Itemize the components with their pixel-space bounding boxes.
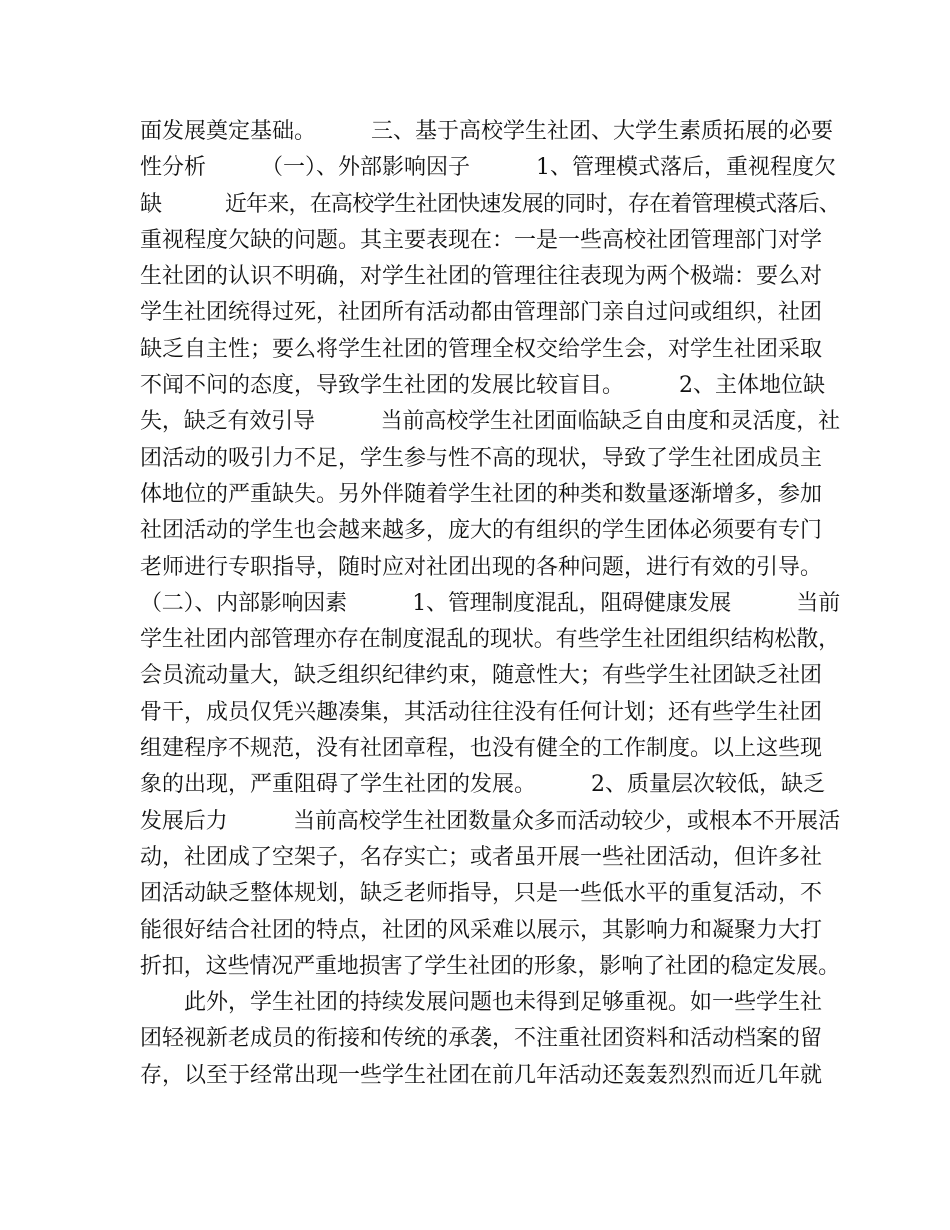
text-line: 学生社团内部管理亦存在制度混乱的现状。有些学生社团组织结构松散，: [140, 627, 841, 653]
text-line: 体地位的严重缺失。另外伴随着学生社团的种类和数量逐渐增多，参加: [140, 481, 823, 507]
text-line: 不闻不问的态度，导致学生社团的发展比较盲目。 2、主体地位缺: [140, 373, 825, 399]
body-text: [140, 114, 840, 1094]
text-line: 重视程度欠缺的问题。其主要表现在：一是一些高校社团管理部门对学: [140, 227, 823, 253]
text-line: 性分析 （一）、外部影响因子 1、管理模式落后，重视程度欠: [140, 155, 836, 181]
text-line: 折扣，这些情况严重地损害了学生社团的形象，影响了社团的稳定发展。: [140, 953, 841, 979]
text-line: 缺乏自主性；要么将学生社团的管理全权交给学生会，对学生社团采取: [140, 336, 823, 362]
text-line: 面发展奠定基础。 三、基于高校学生社团、大学生素质拓展的必要: [140, 119, 834, 144]
text-line: 象的出现，严重阻碍了学生社团的发展。 2、质量层次较低，缺乏: [140, 772, 825, 798]
text-line: 存，以至于经常出现一些学生社团在前几年活动还轰轰烈烈而近几年就: [140, 1062, 823, 1088]
text-line: 学生社团统得过死，社团所有活动都由管理部门亲自过问或组织，社团: [140, 300, 823, 326]
text-line: 发展后力 当前高校学生社团数量众多而活动较少，或根本不开展活: [140, 808, 841, 834]
text-line: 老师进行专职指导，随时应对社团出现的各种问题，进行有效的引导。: [140, 554, 823, 580]
text-line: 团活动的吸引力不足，学生参与性不高的现状，导致了学生社团成员主: [140, 445, 823, 471]
text-line: 骨干，成员仅凭兴趣凑集，其活动往往没有任何计划；还有些学生社团: [140, 699, 823, 725]
text-line: 社团活动的学生也会越来越多，庞大的有组织的学生团体必须要有专门: [140, 518, 823, 544]
text-line: 动，社团成了空架子，名存实亡；或者虽开展一些社团活动，但许多社: [140, 844, 823, 870]
text-line: 生社团的认识不明确，对学生社团的管理往往表现为两个极端：要么对: [140, 264, 823, 290]
text-line: 组建程序不规范，没有社团章程，也没有健全的工作制度。以上这些现: [140, 736, 823, 762]
text-line: 会员流动量大，缺乏组织纪律约束，随意性大；有些学生社团缺乏社团: [140, 663, 823, 689]
text-line: 团活动缺乏整体规划，缺乏老师指导，只是一些低水平的重复活动，不: [140, 881, 823, 907]
text-line: 团轻视新老成员的衔接和传统的承袭，不注重社团资料和活动档案的留: [140, 1026, 823, 1052]
paragraph-first-line: 此外，学生社团的持续发展问题也未得到足够重视。如一些学生社: [184, 990, 823, 1016]
text-line: 失，缺乏有效引导 当前高校学生社团面临缺乏自由度和灵活度，社: [140, 409, 841, 435]
text-line: （二）、内部影响因素 1、管理制度混乱，阻碍健康发展 当前: [140, 590, 841, 616]
text-line: 能很好结合社团的特点，社团的风采难以展示，其影响力和凝聚力大打: [140, 917, 823, 943]
text-line: 缺 近年来，在高校学生社团快速发展的同时，存在着管理模式落后、: [140, 191, 840, 217]
